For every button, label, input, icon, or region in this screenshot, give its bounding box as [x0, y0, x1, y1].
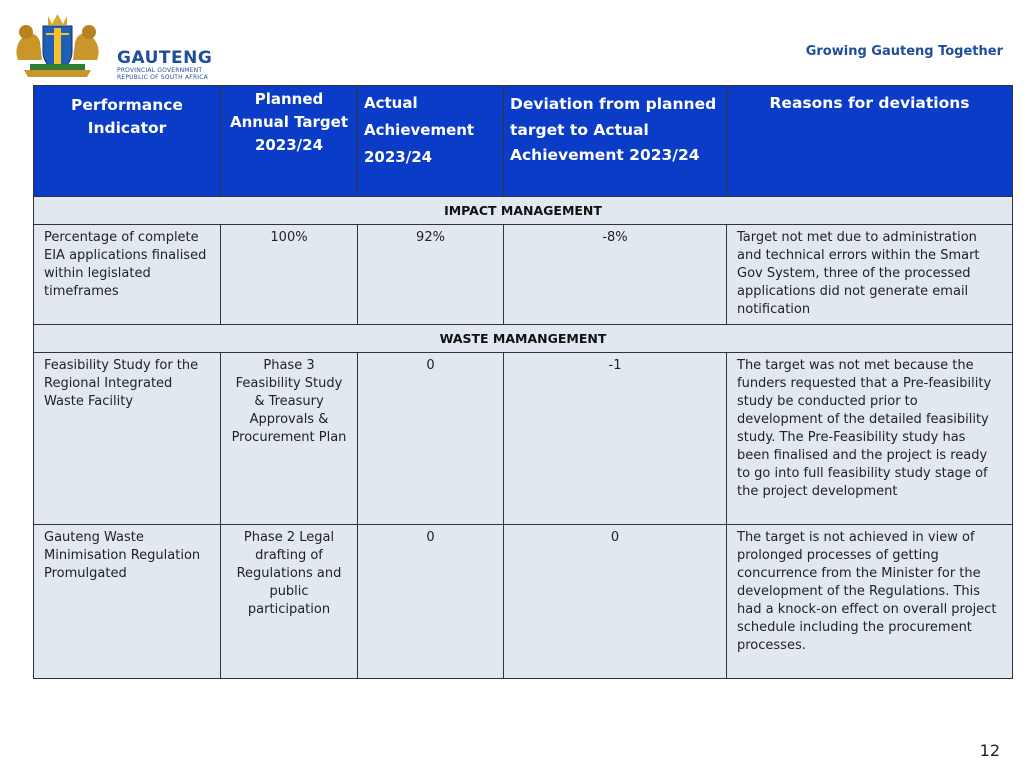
cell-reason: The target was not met because the funders requested that a Pre-feasibility study be conducted prior to development of the detailed feasibility study. The Pre-Feasibility study has been finalised and the project is ready to go into full feasibility study stage of the project development — [727, 353, 1013, 525]
table-row — [34, 353, 1013, 525]
cell-actual: 0 — [358, 353, 504, 525]
table-row — [34, 225, 1013, 325]
cell-reason: The target is not achieved in view of prolonged processes of getting concurrence from the Minister for the development of the Regulations. This had a knock-on effect on overall project schedule including the procurement processes. — [727, 525, 1013, 679]
cell-deviation: -8% — [504, 225, 727, 325]
tagline: Growing Gauteng Together — [805, 44, 1003, 59]
page-number: 12 — [979, 741, 1000, 760]
cell-target: 100% — [221, 225, 358, 325]
gauteng-logo — [10, 12, 213, 81]
cell-deviation: -1 — [504, 353, 727, 525]
cell-reason: Target not met due to administration and technical errors within the Smart Gov System, three of the processed applications did not generate email notification — [727, 225, 1013, 325]
column-header-deviation: Deviation from planned target to Actual Achievement 2023/24 — [504, 86, 727, 197]
cell-indicator: Percentage of complete EIA applications finalised within legislated timeframes — [34, 225, 221, 325]
logo-text — [117, 49, 212, 81]
table-row — [34, 525, 1013, 679]
section-row — [34, 197, 1013, 225]
logo-line-1: PROVINCIAL GOVERNMENT — [117, 67, 203, 74]
column-header-indicator: Performance Indicator — [34, 86, 221, 197]
performance-table — [33, 85, 1013, 679]
cell-indicator: Feasibility Study for the Regional Integrated Waste Facility — [34, 353, 221, 525]
section-title: IMPACT MANAGEMENT — [34, 197, 1013, 225]
column-header-actual: Actual Achievement 2023/24 — [358, 86, 504, 197]
logo-name: GAUTENG — [117, 48, 213, 68]
section-title: WASTE MAMANGEMENT — [34, 325, 1013, 353]
cell-deviation: 0 — [504, 525, 727, 679]
column-header-reasons: Reasons for deviations — [727, 86, 1013, 197]
column-header-target: Planned Annual Target 2023/24 — [221, 86, 358, 197]
cell-indicator: Gauteng Waste Minimisation Regulation Promulgated — [34, 525, 221, 679]
cell-actual: 0 — [358, 525, 504, 679]
cell-target: Phase 3 Feasibility Study & Treasury Approvals & Procurement Plan — [221, 353, 358, 525]
table-header-row — [34, 86, 1013, 197]
section-row — [34, 325, 1013, 353]
coat-of-arms-icon — [10, 12, 105, 78]
cell-actual: 92% — [358, 225, 504, 325]
cell-target: Phase 2 Legal drafting of Regulations and public participation — [221, 525, 358, 679]
logo-line-2: REPUBLIC OF SOUTH AFRICA — [117, 74, 208, 81]
